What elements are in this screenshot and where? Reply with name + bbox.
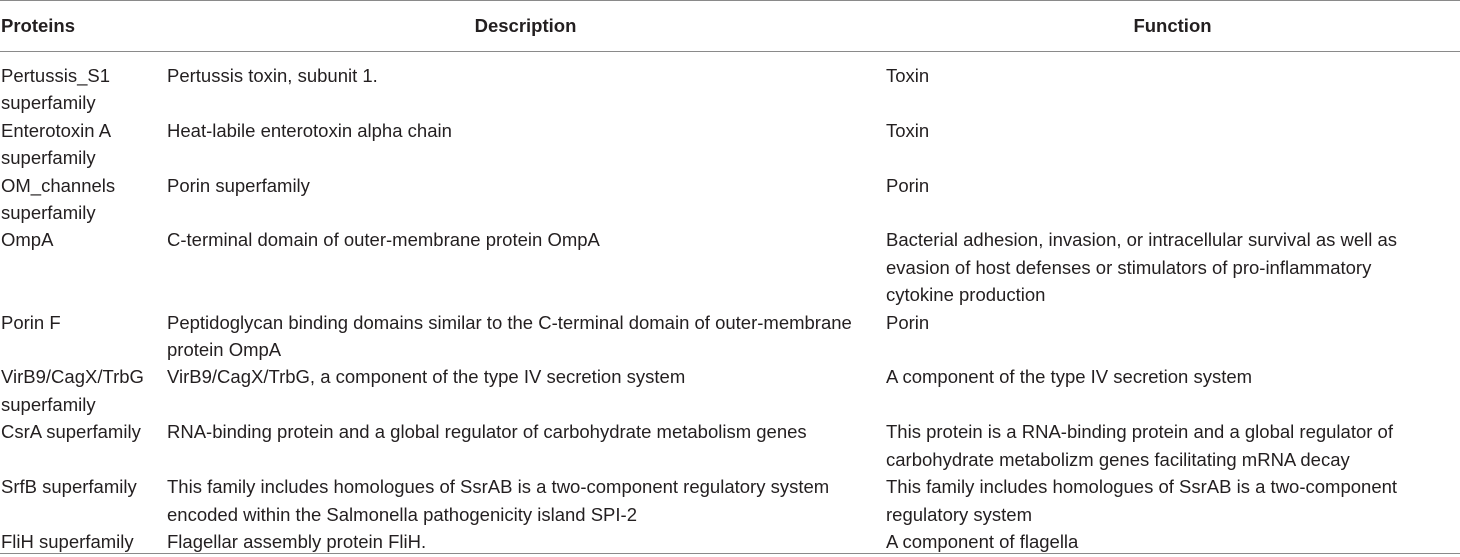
cell-protein: Pertussis_S1 superfamily (0, 52, 166, 117)
cell-protein: CsrA superfamily (0, 418, 166, 473)
cell-function: Bacterial adhesion, invasion, or intracellular survival as well as evasion of host defenses or stimulators of pro-inflammatory cytokine production (885, 226, 1460, 308)
table-row (0, 309, 1460, 364)
cell-description: Flagellar assembly protein FliH. (166, 528, 885, 557)
cell-description: Heat-labile enterotoxin alpha chain (166, 117, 885, 172)
cell-function: A component of flagella (885, 528, 1460, 557)
table-row (0, 52, 1460, 117)
cell-function: Toxin (885, 117, 1460, 172)
table-header (0, 1, 1460, 52)
table-row (0, 226, 1460, 308)
cell-protein: FliH superfamily (0, 528, 166, 557)
cell-description: Porin superfamily (166, 172, 885, 227)
header-proteins: Proteins (0, 1, 166, 52)
table-bottom-rule (0, 553, 1460, 554)
table-row (0, 473, 1460, 528)
cell-function: Porin (885, 309, 1460, 364)
cell-protein: Porin F (0, 309, 166, 364)
table-row (0, 117, 1460, 172)
table-row (0, 172, 1460, 227)
header-row (0, 1, 1460, 52)
cell-function: A component of the type IV secretion system (885, 363, 1460, 418)
table-body (0, 52, 1460, 557)
cell-description: RNA-binding protein and a global regulator of carbohydrate metabolism genes (166, 418, 885, 473)
cell-description: C-terminal domain of outer-membrane protein OmpA (166, 226, 885, 308)
cell-function: Porin (885, 172, 1460, 227)
cell-description: This family includes homologues of SsrAB is a two-component regulatory system encoded within the Salmonella pathogenicity island SPI-2 (166, 473, 885, 528)
table-row (0, 363, 1460, 418)
cell-function: This family includes homologues of SsrAB is a two-component regulatory system (885, 473, 1460, 528)
table-row (0, 418, 1460, 473)
cell-protein: OM_channels superfamily (0, 172, 166, 227)
cell-protein: OmpA (0, 226, 166, 308)
header-description: Description (166, 1, 885, 52)
cell-function: This protein is a RNA-binding protein and a global regulator of carbohydrate metabolizm genes facilitating mRNA decay (885, 418, 1460, 473)
cell-protein: VirB9/CagX/TrbG superfamily (0, 363, 166, 418)
cell-protein: SrfB superfamily (0, 473, 166, 528)
cell-function: Toxin (885, 52, 1460, 117)
cell-protein: Enterotoxin A superfamily (0, 117, 166, 172)
cell-description: Pertussis toxin, subunit 1. (166, 52, 885, 117)
cell-description: VirB9/CagX/TrbG, a component of the type IV secretion system (166, 363, 885, 418)
cell-description: Peptidoglycan binding domains similar to the C-terminal domain of outer-membrane protein OmpA (166, 309, 885, 364)
header-function: Function (885, 1, 1460, 52)
